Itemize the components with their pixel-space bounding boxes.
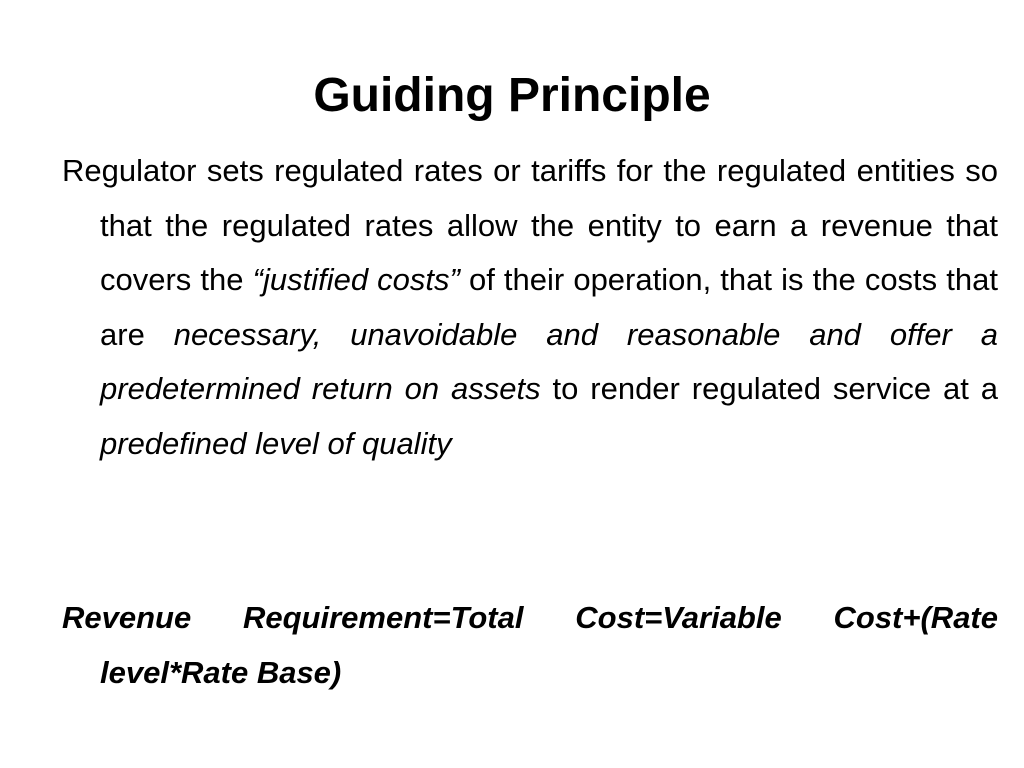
principle-text-segment: Regulator sets regulated rates or tariffs for the regulated entities so that the regulated rates allow the entity to earn a revenue that covers the — [62, 153, 998, 297]
principle-emphasis-cost-criteria: necessary, unavoidable and reasonable and offer a predetermined return on assets — [100, 316, 998, 406]
slide-title: Guiding Principle — [313, 69, 711, 122]
principle-paragraph — [62, 144, 998, 471]
principle-text-segment: to render regulated service at a — [540, 371, 998, 406]
principle-emphasis-quality: predefined level of quality — [100, 425, 452, 461]
principle-emphasis-justified-costs: “justified costs” — [252, 262, 460, 297]
revenue-requirement-formula — [62, 590, 998, 700]
principle-text-segment: of their operation, that is the costs that are — [100, 262, 998, 352]
formula-text: Revenue Requirement=Total Cost=Variable Cost+(Rate level*Rate Base) — [62, 600, 998, 690]
